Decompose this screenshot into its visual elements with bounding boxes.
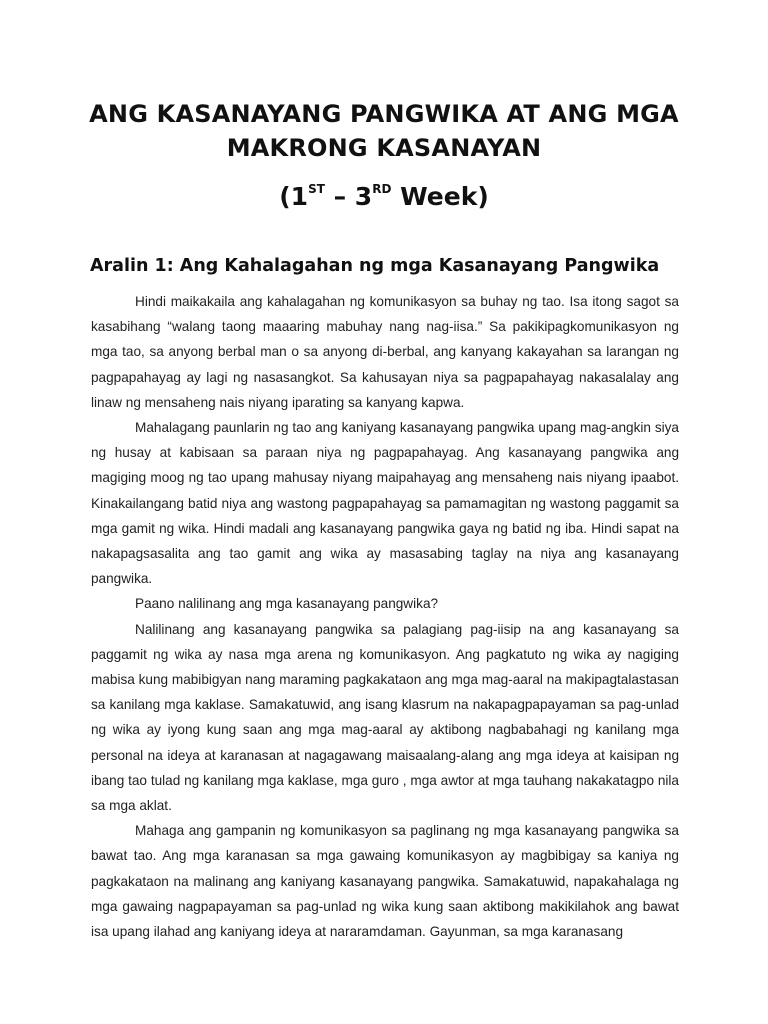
week-open: (1 — [279, 182, 309, 211]
paragraph-1: Hindi maikakaila ang kahalagahan ng komunikasyon sa buhay ng tao. Isa itong sagot sa kasabihang “walang taong maaaring mabuhay nang nag-iisa.” Sa pakikipagkomunikasyon ng mga tao, sa anyong berbal man o sa anyong di-berbal, ang kanyang kakayahan sa larangan ng pagpapahayag ay lagi ng nasasangkot. Sa kahusayan niya sa pagpapahayag nakasalalay ang linaw ng mensaheng nais niyang iparating sa kanyang kapwa. — [91, 294, 679, 410]
week-dash: – 3 — [324, 182, 373, 211]
body-text — [91, 289, 679, 944]
paragraph-2: Mahalagang paunlarin ng tao ang kaniyang kasanayang pangwika upang mag-angkin siya ng husay at kabisaan sa paraan niya ng pagpapahayag. Ang kasanayang pangwika ang magiging moog ng tao upang mahusay niyang maipahayag ang mensaheng nais niyang ipaabot. Kinakailangang batid niya ang wastong pagpapahayag sa pamamagitan ng wastong paggamit sa mga gamit ng wika. Hindi madali ang kasanayang pangwika gaya ng batid ng iba. Hindi sapat na nakapagsasalita ang tao gamit ang wika ay masasabing taglay na niya ang kasanayang pangwika. — [91, 420, 679, 587]
week-range — [60, 182, 708, 211]
paragraph-3: Nalilinang ang kasanayang pangwika sa palagiang pag-iisip na ang kasanayang sa paggamit ng wika ay nasa mga arena ng komunikasyon. Ang pagkatuto ng wika ay nagiging mabisa kung mabibigyan nang maraming pagkakataon ang mga mag-aaral na makipagtalastasan sa kanilang mga kaklase. Samakatuwid, ang isang klasrum na nakapagpapayaman sa pag-unlad ng wika ay iyong kung saan ang mga mag-aaral ay aktibong nagbabahagi ng kanilang mga personal na ideya at karanasan at nagagawang maisaalang-alang ang mga ideya at kaisipan ng ibang tao tulad ng kanilang mga kaklase, mga guro , mga awtor at mga tauhang nakakatagpo nila sa mga aklat. — [91, 621, 679, 814]
document-title-line-2: MAKRONG KASANAYAN — [226, 134, 542, 162]
paragraph-4: Mahaga ang gampanin ng komunikasyon sa paglinang ng mga kasanayang pangwika sa bawat tao. Ang mga karanasan sa mga gawaing komunikasyon ay magbibigay sa kaniya ng pagkakataon na malinang ang kaniyang kasanayang pangwika. Samakatuwid, napakahalaga ng mga gawaing nagpapayaman sa pag-unlad ng wika kung saan aktibong makikilahok ang bawat isa upang ilahad ang kaniyang ideya at nararamdaman. Gayunman, sa mga karanasang — [91, 823, 679, 940]
paragraph-question: Paano nalilinang ang mga kasanayang pangwika? — [135, 596, 439, 612]
week-sup-rd: RD — [372, 182, 392, 196]
document-title-line-1: ANG KASANAYANG PANGWIKA AT ANG MGA — [89, 100, 679, 128]
week-close: Week) — [391, 182, 489, 211]
week-sup-st: ST — [308, 182, 325, 196]
lesson-heading: Aralin 1: Ang Kahalagahan ng mga Kasanayang Pangwika — [90, 256, 660, 276]
